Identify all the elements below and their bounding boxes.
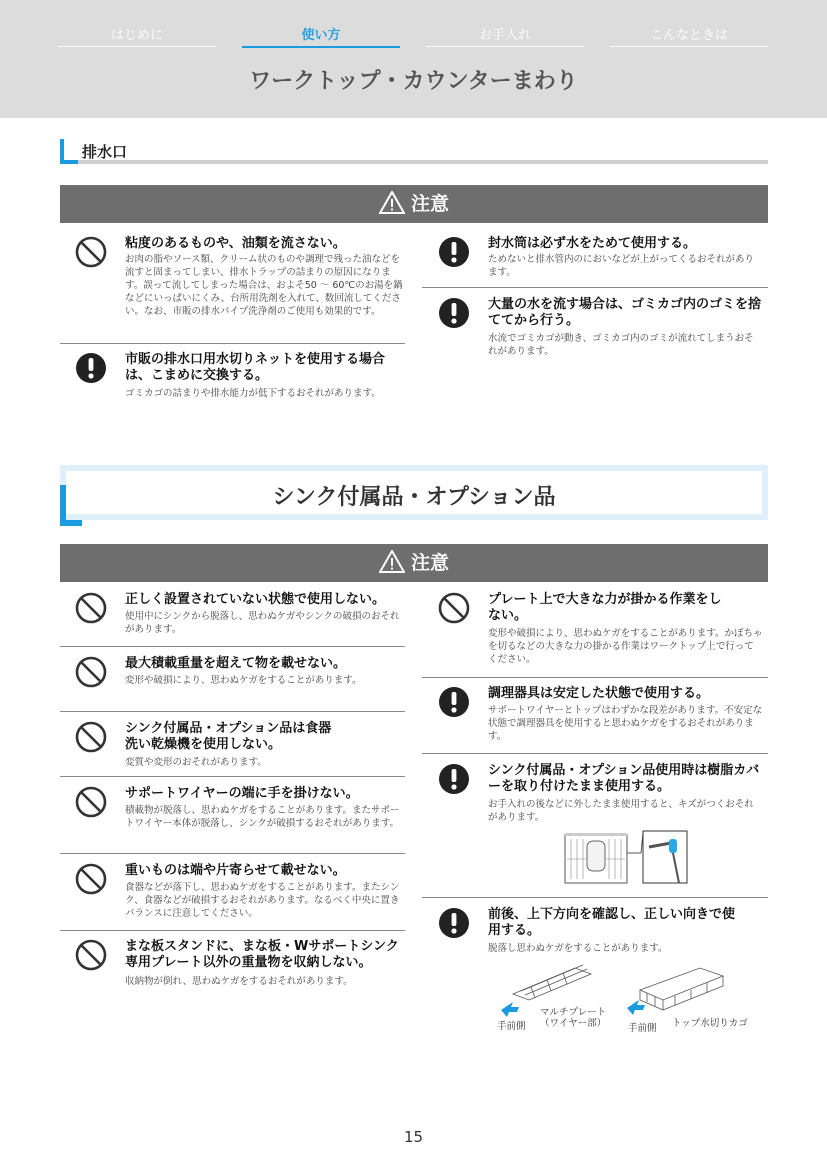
fig-label-front: 手前側 (497, 1021, 526, 1032)
item-title: まな板スタンドに、まな板・Wサポートシンク専用プレート以外の重量物を収納しない。 (125, 939, 399, 970)
page-header (0, 0, 827, 118)
item-title: サポートワイヤーの端に手を掛けない。 (125, 786, 359, 801)
warning-triangle-icon (379, 191, 405, 214)
item-title: 正しく設置されていない状態で使用しない。 (125, 592, 386, 607)
caution-item (75, 863, 405, 923)
tab-usage[interactable]: 使い方 (242, 24, 400, 48)
item-title: 最大積載重量を超えて物を載せない。 (125, 656, 347, 671)
item-body: サポートワイヤーとトップはわずかな段差があります。不安定な状態で調理器具を使用すると思わぬケガをするおそれがあります。 (488, 705, 763, 742)
prohibition-icon (75, 236, 107, 268)
prohibition-icon (438, 592, 470, 624)
caution-item (438, 592, 763, 672)
item-title: プレート上で大きな力が掛かる作業をしない。 (488, 592, 722, 623)
caution-item (75, 236, 405, 336)
item-body: 収納物が倒れ、思わぬケガをするおそれがあります。 (125, 976, 353, 987)
page-number: 15 (403, 1128, 424, 1146)
item-body: 食器などが落下し、思わぬケガをすることがあります。またシンク、食器などが破損するおそれがあります。なるべく中央に置きバランスに注意してください。 (125, 882, 400, 919)
fig-label-plate: マルチプレート （ワイヤー部） (540, 1007, 607, 1029)
fig-label-front: 手前側 (628, 1023, 657, 1034)
fig-label-basket: トップ水切りカゴ (672, 1018, 748, 1029)
prohibition-icon (75, 656, 107, 688)
item-body: ためないと排水管内のにおいなどが上がってくるおそれがあります。 (488, 254, 755, 278)
prohibition-icon (75, 939, 107, 971)
section-banner-options (60, 465, 768, 520)
item-title: 調理器具は安定した状態で使用する。 (488, 686, 710, 701)
caution-label: 注意 (410, 193, 449, 215)
mandatory-icon (438, 236, 470, 268)
item-body: 積載物が脱落し、思わぬケガをすることがあります。またサポートワイヤー本体が脱落し、シンクが破損するおそれがあります。 (125, 805, 400, 829)
prohibition-icon (75, 592, 107, 624)
item-title: シンク付属品・オプション品使用時は樹脂カバーを取り付けたまま使用する。 (488, 763, 760, 794)
warning-triangle-icon (379, 550, 405, 573)
orientation-illustration (495, 960, 765, 1020)
caution-item (438, 763, 763, 828)
caution-item (75, 352, 405, 422)
item-body: 水流でゴミカゴが動き、ゴミカゴ内のゴミが流れてしまうおそれがあります。 (488, 333, 754, 357)
item-title: 重いものは端や片寄らせて載せない。 (125, 863, 346, 878)
tab-intro[interactable]: はじめに (58, 24, 216, 47)
item-title: シンク付属品・オプション品は食器洗い乾燥機を使用しない。 (125, 721, 332, 752)
section-title: シンク付属品・オプション品 (272, 485, 556, 510)
mandatory-icon (438, 297, 470, 329)
tab-troubleshoot[interactable]: こんなときは (610, 24, 768, 47)
caution-item (438, 907, 763, 962)
item-body: 変形や破損により、思わぬケガをすることがあります。かぼちゃを切るなどの大きな力の掛かる作業はワークトップ上で行ってください。 (488, 628, 763, 665)
prohibition-icon (75, 863, 107, 895)
mandatory-icon (438, 686, 470, 718)
section-heading-drain (60, 139, 768, 164)
item-body: お肉の脂やソース類、クリーム状のものや調理で残った油などを流すと固まってしまい、排水トラップの詰まりの原因になります。誤って流してしまった場合は、およそ50 ～ 60℃のお湯を鍋などにいっぱいにくみ、台所用洗剤を入れて、数回流してください。なお、市販の排水パイプ洗浄剤のご使用も効果的です。 (125, 254, 403, 317)
item-body: 脱落し思わぬケガをすることがあります。 (488, 943, 668, 954)
item-title: 粘度のあるものや、油類を流さない。 (125, 236, 346, 251)
item-title: 大量の水を流す場合は、ゴミカゴ内のゴミを捨ててから行う。 (488, 297, 762, 328)
section-title: 排水口 (82, 143, 128, 161)
mandatory-icon (438, 907, 470, 939)
caution-item (75, 721, 405, 771)
prohibition-icon (75, 721, 107, 753)
item-body: 使用中にシンクから脱落し、思わぬケガやシンクの破損のおそれがあります。 (125, 611, 400, 635)
item-title: 封水筒は必ず水をためて使用する。 (488, 236, 697, 251)
mandatory-icon (438, 763, 470, 795)
caution-item (75, 656, 405, 696)
item-body: ゴミカゴの詰まりや排水能力が低下するおそれがあります。 (125, 388, 381, 399)
caution-item (438, 236, 763, 281)
caution-item (438, 297, 763, 367)
resin-cover-illustration (563, 829, 693, 887)
item-body: 変形や破損により、思わぬケガをすることがあります。 (125, 675, 362, 686)
caution-item (75, 939, 405, 994)
page-title: ワークトップ・カウンターまわり (249, 69, 578, 94)
item-title: 前後、上下方向を確認し、正しい向きで使用する。 (488, 907, 736, 938)
mandatory-icon (75, 352, 107, 384)
item-title: 市販の排水口用水切りネットを使用する場合は、こまめに交換する。 (125, 352, 386, 383)
caution-item (75, 592, 405, 640)
caution-bar (60, 544, 768, 582)
caution-bar (60, 185, 768, 223)
caution-label: 注意 (410, 552, 449, 574)
tab-care[interactable]: お手入れ (426, 24, 584, 47)
item-body: 変質や変形のおそれがあります。 (125, 757, 267, 768)
caution-item (75, 786, 405, 846)
prohibition-icon (75, 786, 107, 818)
item-body: お手入れの後などに外したまま使用すると、キズがつくおそれがあります。 (488, 799, 754, 823)
caution-item (438, 686, 763, 746)
